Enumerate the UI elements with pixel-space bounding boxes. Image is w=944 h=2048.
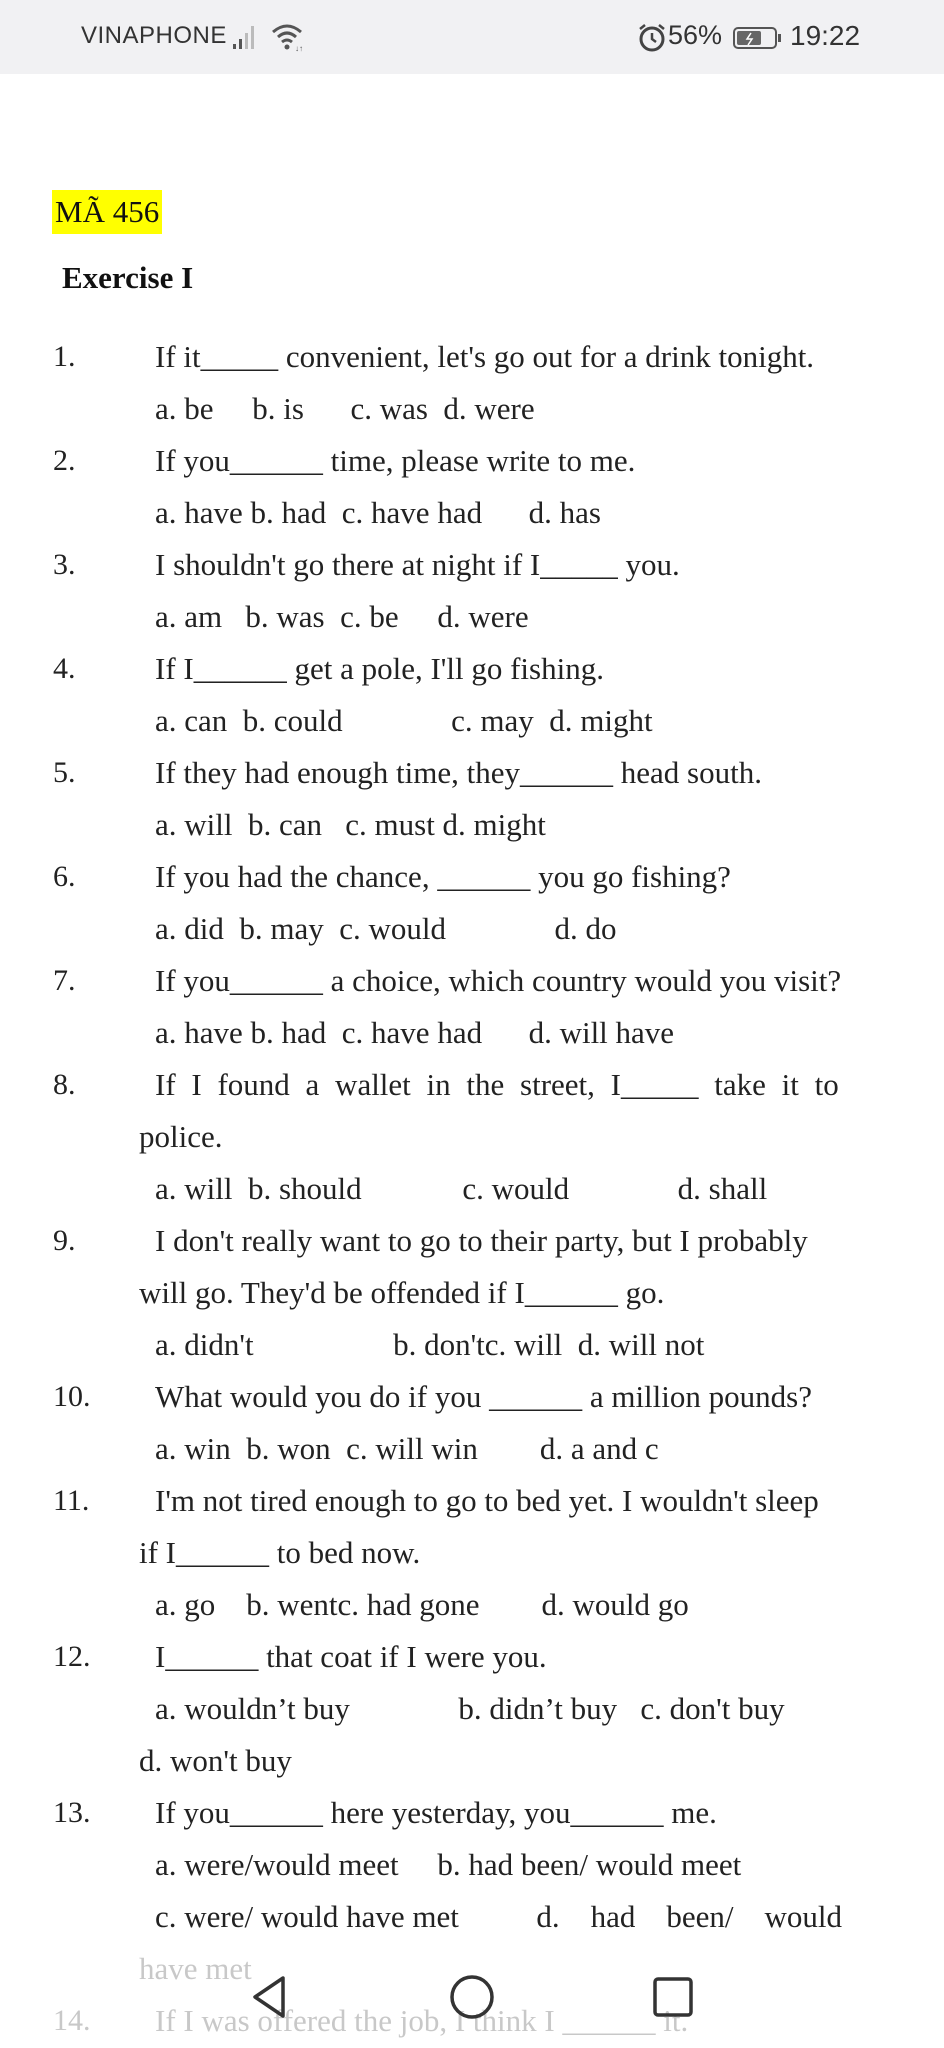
question-text: What would you do if you ______ a million pounds? [155,1379,812,1414]
question-number: 11. [53,1484,90,1517]
question-options: a. did b. may c. would d. do [155,911,617,946]
question-text: If you______ here yesterday, you______ me. [155,1795,717,1830]
question-text: If I______ get a pole, I'll go fishing. [155,651,604,686]
question-options: a. wouldn’t buy b. didn’t buy c. don't buy [155,1691,785,1726]
question-options: a. didn't b. don'tc. will d. will not [155,1327,705,1362]
question-number: 3. [53,548,76,581]
question-text: If you______ time, please write to me. [155,443,636,478]
question-options: a. be b. is c. was d. were [155,391,535,426]
question-text: I don't really want to go to their party, but I probably [155,1223,808,1258]
carrier-name: VINAPHONE [81,22,227,49]
recents-icon[interactable] [648,1972,698,2022]
question-text-continued: will go. They'd be offended if I______ go. [139,1275,665,1310]
question-number: 4. [53,652,76,685]
question-text-continued: if I______ to bed now. [139,1535,421,1570]
question-number: 12. [53,1640,91,1673]
document-page[interactable] [0,74,944,2048]
battery-percentage: 56% [668,20,723,50]
question-number: 10. [53,1380,91,1413]
question-text: If you had the chance, ______ you go fishing? [155,859,731,894]
question-options: a. go b. wentc. had gone d. would go [155,1587,689,1622]
question-text: I______ that coat if I were you. [155,1639,547,1674]
status-bar [0,0,944,74]
question-options: c. were/ would have met d. had been/ would [155,1899,842,1934]
home-icon[interactable] [447,1972,497,2022]
question-text: I shouldn't go there at night if I_____ you. [155,547,680,582]
question-text: I'm not tired enough to go to bed yet. I wouldn't sleep [155,1483,819,1518]
question-number: 8. [53,1068,76,1101]
svg-text:↓↑: ↓↑ [295,44,303,52]
question-options: a. win b. won c. will win d. a and c [155,1431,659,1466]
question-number: 7. [53,964,76,997]
exam-code: MÃ 456 [52,190,162,234]
question-number: 14. [53,2004,91,2037]
question-text: If it_____ convenient, let's go out for a drink tonight. [155,339,815,374]
question-options: a. have b. had c. have had d. has [155,495,601,530]
question-number: 9. [53,1224,76,1257]
navigation-bar [0,1950,944,2048]
question-options: a. were/would meet b. had been/ would meet [155,1847,742,1882]
alarm-icon [637,23,667,53]
question-number: 5. [53,756,76,789]
question-options: a. can b. could c. may d. might [155,703,653,738]
question-options: a. will b. can c. must d. might [155,807,546,842]
question-text: If they had enough time, they______ head south. [155,755,762,790]
question-number: 6. [53,860,76,893]
question-number: 2. [53,444,76,477]
question-text: If you______ a choice, which country would you visit? [155,963,842,998]
signal-icon [232,22,258,50]
question-options-continued: d. won't buy [139,1743,292,1778]
question-text: If I was offered the job, I think I ______ it. [155,2003,689,2038]
clock: 19:22 [790,20,861,51]
back-icon[interactable] [245,1972,295,2022]
question-options-continued: have met [139,1951,252,1986]
exercise-title: Exercise I [62,260,194,295]
question-text-continued: police. [139,1119,223,1154]
question-options: a. am b. was c. be d. were [155,599,529,634]
wifi-icon [270,22,304,52]
question-options: a. have b. had c. have had d. will have [155,1015,675,1050]
question-options: a. will b. should c. would d. shall [155,1171,768,1206]
question-text: If I found a wallet in the street, I_____ take it to [155,1067,839,1102]
question-number: 1. [53,340,76,373]
battery-icon [733,26,783,50]
question-number: 13. [53,1796,91,1829]
